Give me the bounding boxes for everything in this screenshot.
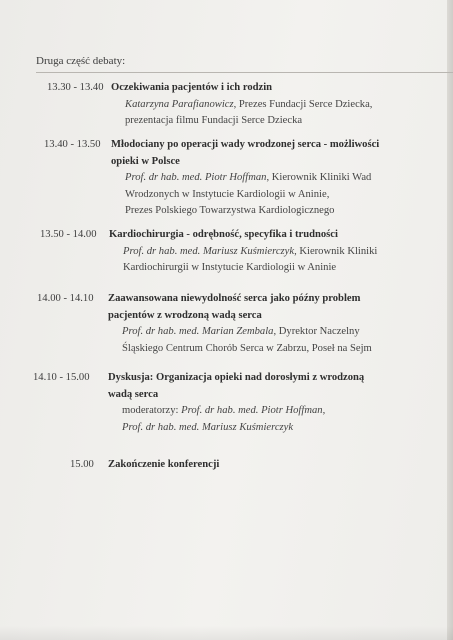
agenda-content [108,370,438,436]
agenda-title-line: Dyskusja: Organizacja opieki nad dorosłymi z wrodzoną [108,372,365,383]
agenda-time: 14.10 - 15.00 [33,372,90,383]
speaker-role: Prezes Polskiego Towarzystwa Kardiologicznego [125,205,335,216]
agenda-time: 13.40 - 13.50 [44,139,101,150]
moderator-label: moderatorzy: [122,405,182,416]
section-title: Druga część debaty: [36,55,126,67]
agenda-content [108,291,438,357]
agenda-time: 14.00 - 14.10 [37,293,94,304]
speaker-line [123,260,429,277]
agenda-content [111,80,411,130]
agenda-title [111,80,411,97]
speaker-role: , Prezes Fundacji Serce Dziecka, [233,98,373,110]
agenda-time: 13.50 - 14.00 [40,229,97,240]
speaker-line [122,341,438,358]
agenda-title-line: pacjentów z wrodzoną wadą serca [108,309,262,321]
page-edge [447,0,453,640]
agenda-speaker [108,403,438,436]
speaker-line [122,324,438,341]
agenda-title-line: Młodociany po operacji wady wrodzonej serca - możliwości [111,139,380,150]
agenda-title [108,457,358,474]
agenda-speaker [111,170,441,220]
speaker-name: Prof. dr hab. med. Piotr Hoffman, [181,405,326,416]
agenda-title-line: Kardiochirurgia - odrębność, specyfika i trudności [109,229,338,240]
speaker-name: Prof. dr hab. med. Marian Zembala [122,326,274,337]
speaker-role: Śląskiego Centrum Chorób Serca w Zabrzu, Poseł na Sejm [122,342,372,354]
speaker-line [125,170,441,187]
speaker-name: Prof. dr hab. med. Piotr Hoffman [125,172,267,183]
speaker-line [122,403,438,420]
agenda-speaker [109,244,429,277]
speaker-role: Kardiochirurgii w Instytucie Kardiologii w Aninie [123,262,337,273]
speaker-line [125,97,411,114]
section-divider [36,72,453,73]
speaker-name: Katarzyna Parafianowicz [125,98,234,110]
agenda-title-line: Oczekiwania pacjentów i ich rodzin [111,82,273,93]
speaker-line [125,203,441,220]
agenda-title-line: Zakończenie konferencji [108,459,220,470]
speaker-name: Prof. dr hab. med. Mariusz Kuśmierczyk [123,245,295,257]
agenda-title [108,370,438,403]
agenda-speaker [108,324,438,357]
agenda-title-line: opieki w Polsce [111,155,180,167]
speaker-role: Wrodzonych w Instytucie Kardiologii w Aninie, [125,188,330,200]
agenda-title [109,227,429,244]
agenda-time: 13.30 - 13.40 [47,82,104,93]
agenda-title-line: wadą serca [108,388,159,400]
speaker-role: , Kierownik Kliniki Wad [266,172,372,183]
agenda-content [108,457,358,474]
agenda-content [111,137,441,220]
speaker-line [122,420,438,437]
agenda-title [111,137,441,170]
agenda-content [109,227,429,277]
speaker-name: Prof. dr hab. med. Mariusz Kuśmierczyk [122,421,294,433]
speaker-line [125,187,441,204]
agenda-title-line: Zaawansowana niewydolność serca jako późny problem [108,293,361,304]
speaker-line [125,113,411,130]
agenda-time: 15.00 [70,459,94,470]
speaker-role: , Dyrektor Naczelny [273,326,360,337]
speaker-line [123,244,429,261]
speaker-role: prezentacja filmu Fundacji Serce Dziecka [125,115,303,126]
agenda-title [108,291,438,324]
agenda-speaker [111,97,411,130]
speaker-role: , Kierownik Kliniki [294,245,378,257]
page-bottom-shadow [0,626,453,640]
